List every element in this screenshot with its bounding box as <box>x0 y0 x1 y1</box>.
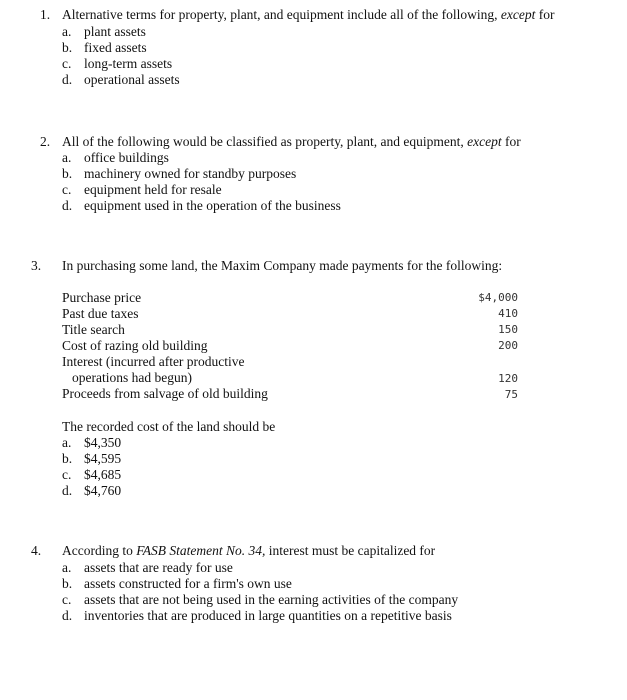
payment-label: Interest (incurred after productive <box>62 354 245 369</box>
option-d: d. equipment used in the operation of the business <box>62 198 341 213</box>
payment-amount: 75 <box>504 388 518 401</box>
payment-amount: $4,000 <box>478 291 518 304</box>
option-b: b. assets constructed for a firm's own use <box>62 576 292 591</box>
option-c: c. $4,685 <box>62 467 122 482</box>
option-a: a. office buildings <box>62 150 169 165</box>
option-d: d. operational assets <box>62 72 180 87</box>
option-b: b. machinery owned for standby purposes <box>62 166 297 181</box>
payment-label: Cost of razing old building <box>62 338 208 353</box>
payment-label: operations had begun) <box>72 370 192 385</box>
option-a: a. $4,350 <box>62 435 122 450</box>
payment-amount: 200 <box>498 339 518 352</box>
question-stem: All of the following would be classified as property, plant, and equipment, except for <box>62 134 521 149</box>
question-stem: According to FASB Statement No. 34, interest must be capitalized for <box>62 543 436 558</box>
payment-amount: 120 <box>498 372 518 385</box>
option-b: b. fixed assets <box>62 40 147 55</box>
question-stem: Alternative terms for property, plant, and equipment include all of the following, except for <box>62 7 555 22</box>
question-prompt: The recorded cost of the land should be <box>62 419 276 434</box>
option-a: a. assets that are ready for use <box>62 560 233 575</box>
option-a: a. plant assets <box>62 24 146 39</box>
question-number: 2. <box>40 134 51 149</box>
question-stem: In purchasing some land, the Maxim Company made payments for the following: <box>62 258 503 273</box>
question-number: 1. <box>40 7 51 22</box>
option-d: d. inventories that are produced in large quantities on a repetitive basis <box>62 608 452 623</box>
question-number: 4. <box>31 543 42 558</box>
option-c: c. long-term assets <box>62 56 173 71</box>
payment-label: Title search <box>62 322 125 337</box>
option-c: c. assets that are not being used in the earning activities of the company <box>62 592 459 607</box>
option-b: b. $4,595 <box>62 451 122 466</box>
payment-amount: 150 <box>498 323 518 336</box>
option-c: c. equipment held for resale <box>62 182 222 197</box>
payment-amount: 410 <box>498 307 518 320</box>
payment-label: Past due taxes <box>62 306 139 321</box>
payment-label: Purchase price <box>62 290 142 305</box>
option-d: d. $4,760 <box>62 483 122 498</box>
question-number: 3. <box>31 258 42 273</box>
payment-label: Proceeds from salvage of old building <box>62 386 268 401</box>
